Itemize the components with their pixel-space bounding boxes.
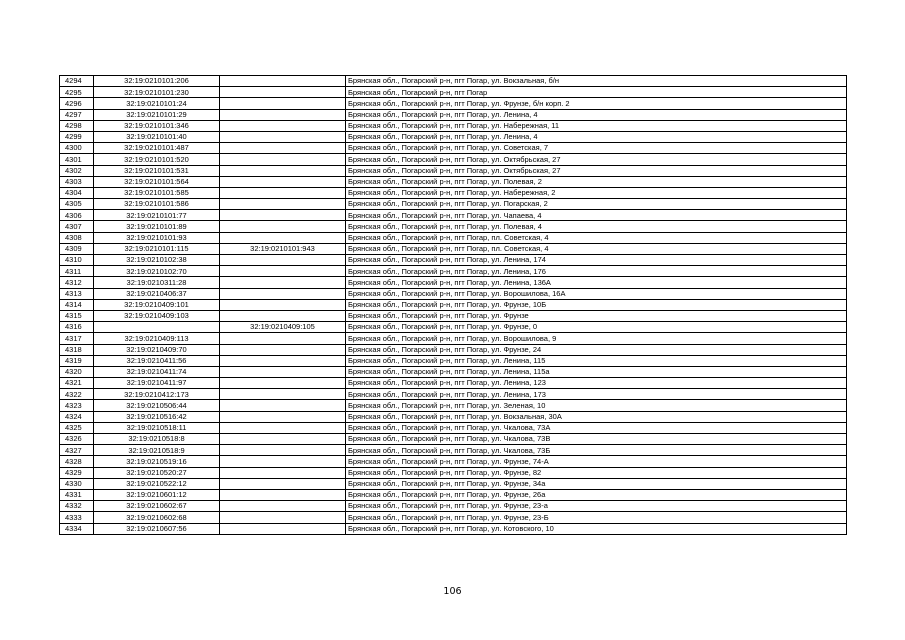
- row-number-cell: 4331: [60, 489, 94, 500]
- related-cadastral-number-cell: [220, 120, 346, 131]
- row-number-cell: 4330: [60, 478, 94, 489]
- related-cadastral-number-cell: [220, 131, 346, 142]
- registry-table-body: [60, 76, 847, 535]
- related-cadastral-number-cell: [220, 366, 346, 377]
- row-number-cell: 4313: [60, 288, 94, 299]
- related-cadastral-number-cell: [220, 210, 346, 221]
- cadastral-number-cell: 32:19:0210411:56: [94, 355, 220, 366]
- cadastral-number-cell: 32:19:0210409:103: [94, 310, 220, 321]
- address-cell: Брянская обл., Погарский р-н, пгт Погар, ул. Ленина, 115: [346, 355, 847, 366]
- row-number-cell: 4297: [60, 109, 94, 120]
- row-number-cell: 4333: [60, 512, 94, 523]
- related-cadastral-number-cell: [220, 176, 346, 187]
- table-row: [60, 389, 847, 400]
- cadastral-number-cell: 32:19:0210101:24: [94, 98, 220, 109]
- cadastral-number-cell: 32:19:0210411:97: [94, 378, 220, 389]
- cadastral-number-cell: 32:19:0210101:40: [94, 131, 220, 142]
- cadastral-number-cell: 32:19:0210519:16: [94, 456, 220, 467]
- related-cadastral-number-cell: [220, 344, 346, 355]
- address-cell: Брянская обл., Погарский р-н, пгт Погар, ул. Ленина, 174: [346, 255, 847, 266]
- address-cell: Брянская обл., Погарский р-н, пгт Погар, ул. Чкалова, 73Б: [346, 445, 847, 456]
- address-cell: Брянская обл., Погарский р-н, пгт Погар, ул. Фрунзе, 23-а: [346, 501, 847, 512]
- address-cell: Брянская обл., Погарский р-н, пгт Погар, ул. Ленина, 136А: [346, 277, 847, 288]
- related-cadastral-number-cell: [220, 355, 346, 366]
- table-row: [60, 131, 847, 142]
- address-cell: Брянская обл., Погарский р-н, пгт Погар, ул. Ленина, 176: [346, 266, 847, 277]
- address-cell: Брянская обл., Погарский р-н, пгт Погар, ул. Фрунзе, 0: [346, 322, 847, 333]
- address-cell: Брянская обл., Погарский р-н, пгт Погар, ул. Вокзальная, 30А: [346, 411, 847, 422]
- row-number-cell: 4317: [60, 333, 94, 344]
- cadastral-number-cell: 32:19:0210520:27: [94, 467, 220, 478]
- cadastral-number-cell: 32:19:0210101:77: [94, 210, 220, 221]
- table-row: [60, 456, 847, 467]
- row-number-cell: 4324: [60, 411, 94, 422]
- row-number-cell: 4304: [60, 187, 94, 198]
- table-row: [60, 232, 847, 243]
- address-cell: Брянская обл., Погарский р-н, пгт Погар, ул. Ворошилова, 16А: [346, 288, 847, 299]
- table-row: [60, 422, 847, 433]
- address-cell: Брянская обл., Погарский р-н, пгт Погар, ул. Фрунзе, б/н корп. 2: [346, 98, 847, 109]
- related-cadastral-number-cell: [220, 98, 346, 109]
- table-row: [60, 523, 847, 534]
- row-number-cell: 4302: [60, 165, 94, 176]
- table-row: [60, 489, 847, 500]
- row-number-cell: 4321: [60, 378, 94, 389]
- table-row: [60, 378, 847, 389]
- cadastral-number-cell: 32:19:0210518:8: [94, 434, 220, 445]
- cadastral-number-cell: 32:19:0210409:101: [94, 299, 220, 310]
- row-number-cell: 4311: [60, 266, 94, 277]
- address-cell: Брянская обл., Погарский р-н, пгт Погар, ул. Фрунзе: [346, 310, 847, 321]
- related-cadastral-number-cell: [220, 434, 346, 445]
- address-cell: Брянская обл., Погарский р-н, пгт Погар, ул. Фрунзе, 26а: [346, 489, 847, 500]
- row-number-cell: 4328: [60, 456, 94, 467]
- row-number-cell: 4316: [60, 322, 94, 333]
- address-cell: Брянская обл., Погарский р-н, пгт Погар, пл. Советская, 4: [346, 232, 847, 243]
- row-number-cell: 4296: [60, 98, 94, 109]
- row-number-cell: 4332: [60, 501, 94, 512]
- cadastral-number-cell: 32:19:0210518:9: [94, 445, 220, 456]
- cadastral-number-cell: 32:19:0210518:11: [94, 422, 220, 433]
- table-row: [60, 221, 847, 232]
- related-cadastral-number-cell: [220, 489, 346, 500]
- address-cell: Брянская обл., Погарский р-н, пгт Погар, ул. Полевая, 2: [346, 176, 847, 187]
- row-number-cell: 4306: [60, 210, 94, 221]
- table-row: [60, 366, 847, 377]
- table-row: [60, 210, 847, 221]
- address-cell: Брянская обл., Погарский р-н, пгт Погар, ул. Зеленая, 10: [346, 400, 847, 411]
- address-cell: Брянская обл., Погарский р-н, пгт Погар, ул. Погарская, 2: [346, 199, 847, 210]
- address-cell: Брянская обл., Погарский р-н, пгт Погар, ул. Чкалова, 73В: [346, 434, 847, 445]
- related-cadastral-number-cell: 32:19:0210101:943: [220, 243, 346, 254]
- cadastral-number-cell: 32:19:0210311:28: [94, 277, 220, 288]
- row-number-cell: 4309: [60, 243, 94, 254]
- row-number-cell: 4323: [60, 400, 94, 411]
- row-number-cell: 4303: [60, 176, 94, 187]
- related-cadastral-number-cell: [220, 299, 346, 310]
- address-cell: Брянская обл., Погарский р-н, пгт Погар, ул. Набережная, 2: [346, 187, 847, 198]
- table-row: [60, 445, 847, 456]
- row-number-cell: 4300: [60, 143, 94, 154]
- cadastral-number-cell: 32:19:0210506:44: [94, 400, 220, 411]
- row-number-cell: 4322: [60, 389, 94, 400]
- related-cadastral-number-cell: [220, 187, 346, 198]
- table-row: [60, 434, 847, 445]
- row-number-cell: 4301: [60, 154, 94, 165]
- related-cadastral-number-cell: [220, 255, 346, 266]
- cadastral-number-cell: 32:19:0210101:585: [94, 187, 220, 198]
- table-row: [60, 310, 847, 321]
- address-cell: Брянская обл., Погарский р-н, пгт Погар, ул. Чкалова, 73А: [346, 422, 847, 433]
- related-cadastral-number-cell: [220, 221, 346, 232]
- address-cell: Брянская обл., Погарский р-н, пгт Погар, ул. Фрунзе, 74-А: [346, 456, 847, 467]
- cadastral-number-cell: 32:19:0210101:564: [94, 176, 220, 187]
- address-cell: Брянская обл., Погарский р-н, пгт Погар, ул. Ленина, 4: [346, 131, 847, 142]
- address-cell: Брянская обл., Погарский р-н, пгт Погар, ул. Фрунзе, 24: [346, 344, 847, 355]
- row-number-cell: 4329: [60, 467, 94, 478]
- table-row: [60, 512, 847, 523]
- table-row: [60, 76, 847, 87]
- table-row: [60, 333, 847, 344]
- row-number-cell: 4295: [60, 87, 94, 98]
- table-row: [60, 109, 847, 120]
- cadastral-number-cell: 32:19:0210522:12: [94, 478, 220, 489]
- cadastral-number-cell: 32:19:0210516:42: [94, 411, 220, 422]
- cadastral-number-cell: [94, 322, 220, 333]
- table-row: [60, 199, 847, 210]
- table-row: [60, 266, 847, 277]
- related-cadastral-number-cell: [220, 378, 346, 389]
- cadastral-number-cell: 32:19:0210101:520: [94, 154, 220, 165]
- table-row: [60, 243, 847, 254]
- table-row: [60, 165, 847, 176]
- address-cell: Брянская обл., Погарский р-н, пгт Погар, ул. Советская, 7: [346, 143, 847, 154]
- table-row: [60, 187, 847, 198]
- cadastral-number-cell: 32:19:0210101:487: [94, 143, 220, 154]
- row-number-cell: 4315: [60, 310, 94, 321]
- table-row: [60, 288, 847, 299]
- address-cell: Брянская обл., Погарский р-н, пгт Погар, ул. Ленина, 4: [346, 109, 847, 120]
- related-cadastral-number-cell: [220, 467, 346, 478]
- related-cadastral-number-cell: [220, 478, 346, 489]
- table-row: [60, 467, 847, 478]
- cadastral-number-cell: 32:19:0210601:12: [94, 489, 220, 500]
- table-row: [60, 143, 847, 154]
- related-cadastral-number-cell: [220, 87, 346, 98]
- related-cadastral-number-cell: [220, 333, 346, 344]
- related-cadastral-number-cell: [220, 199, 346, 210]
- address-cell: Брянская обл., Погарский р-н, пгт Погар, ул. Фрунзе, 10Б: [346, 299, 847, 310]
- row-number-cell: 4319: [60, 355, 94, 366]
- cadastral-number-cell: 32:19:0210607:56: [94, 523, 220, 534]
- cadastral-number-cell: 32:19:0210602:68: [94, 512, 220, 523]
- address-cell: Брянская обл., Погарский р-н, пгт Погар, ул. Октябрьская, 27: [346, 165, 847, 176]
- table-row: [60, 501, 847, 512]
- table-row: [60, 355, 847, 366]
- address-cell: Брянская обл., Погарский р-н, пгт Погар, ул. Ворошилова, 9: [346, 333, 847, 344]
- related-cadastral-number-cell: [220, 523, 346, 534]
- row-number-cell: 4320: [60, 366, 94, 377]
- cadastral-number-cell: 32:19:0210101:531: [94, 165, 220, 176]
- address-cell: Брянская обл., Погарский р-н, пгт Погар, ул. Ленина, 115а: [346, 366, 847, 377]
- cadastral-number-cell: 32:19:0210101:206: [94, 76, 220, 87]
- cadastral-number-cell: 32:19:0210102:38: [94, 255, 220, 266]
- table-row: [60, 411, 847, 422]
- property-registry-table: [59, 75, 847, 535]
- cadastral-number-cell: 32:19:0210101:89: [94, 221, 220, 232]
- related-cadastral-number-cell: [220, 411, 346, 422]
- address-cell: Брянская обл., Погарский р-н, пгт Погар, ул. Ленина, 123: [346, 378, 847, 389]
- table-row: [60, 154, 847, 165]
- cadastral-number-cell: 32:19:0210409:113: [94, 333, 220, 344]
- related-cadastral-number-cell: [220, 277, 346, 288]
- table-row: [60, 255, 847, 266]
- related-cadastral-number-cell: [220, 456, 346, 467]
- cadastral-number-cell: 32:19:0210101:93: [94, 232, 220, 243]
- address-cell: Брянская обл., Погарский р-н, пгт Погар, пл. Советская, 4: [346, 243, 847, 254]
- address-cell: Брянская обл., Погарский р-н, пгт Погар, ул. Вокзальная, б/н: [346, 76, 847, 87]
- row-number-cell: 4318: [60, 344, 94, 355]
- row-number-cell: 4305: [60, 199, 94, 210]
- row-number-cell: 4308: [60, 232, 94, 243]
- table-row: [60, 277, 847, 288]
- table-row: [60, 120, 847, 131]
- related-cadastral-number-cell: [220, 232, 346, 243]
- cadastral-number-cell: 32:19:0210101:115: [94, 243, 220, 254]
- row-number-cell: 4325: [60, 422, 94, 433]
- page-number: 106: [443, 586, 462, 597]
- address-cell: Брянская обл., Погарский р-н, пгт Погар, ул. Чапаева, 4: [346, 210, 847, 221]
- row-number-cell: 4307: [60, 221, 94, 232]
- row-number-cell: 4298: [60, 120, 94, 131]
- table-row: [60, 176, 847, 187]
- address-cell: Брянская обл., Погарский р-н, пгт Погар, ул. Фрунзе, 34а: [346, 478, 847, 489]
- table-row: [60, 299, 847, 310]
- related-cadastral-number-cell: [220, 389, 346, 400]
- related-cadastral-number-cell: [220, 165, 346, 176]
- address-cell: Брянская обл., Погарский р-н, пгт Погар, ул. Ленина, 173: [346, 389, 847, 400]
- related-cadastral-number-cell: [220, 400, 346, 411]
- cadastral-number-cell: 32:19:0210101:346: [94, 120, 220, 131]
- address-cell: Брянская обл., Погарский р-н, пгт Погар, ул. Полевая, 4: [346, 221, 847, 232]
- cadastral-number-cell: 32:19:0210411:74: [94, 366, 220, 377]
- related-cadastral-number-cell: [220, 266, 346, 277]
- related-cadastral-number-cell: [220, 76, 346, 87]
- cadastral-number-cell: 32:19:0210102:70: [94, 266, 220, 277]
- table-row: [60, 344, 847, 355]
- table-row: [60, 322, 847, 333]
- address-cell: Брянская обл., Погарский р-н, пгт Погар, ул. Фрунзе, 82: [346, 467, 847, 478]
- address-cell: Брянская обл., Погарский р-н, пгт Погар, ул. Набережная, 11: [346, 120, 847, 131]
- related-cadastral-number-cell: [220, 288, 346, 299]
- related-cadastral-number-cell: [220, 154, 346, 165]
- table-row: [60, 98, 847, 109]
- row-number-cell: 4334: [60, 523, 94, 534]
- cadastral-number-cell: 32:19:0210409:70: [94, 344, 220, 355]
- address-cell: Брянская обл., Погарский р-н, пгт Погар: [346, 87, 847, 98]
- cadastral-number-cell: 32:19:0210101:586: [94, 199, 220, 210]
- related-cadastral-number-cell: [220, 512, 346, 523]
- cadastral-number-cell: 32:19:0210602:67: [94, 501, 220, 512]
- row-number-cell: 4327: [60, 445, 94, 456]
- cadastral-number-cell: 32:19:0210406:37: [94, 288, 220, 299]
- row-number-cell: 4310: [60, 255, 94, 266]
- cadastral-number-cell: 32:19:0210101:29: [94, 109, 220, 120]
- table-row: [60, 87, 847, 98]
- cadastral-number-cell: 32:19:0210412:173: [94, 389, 220, 400]
- related-cadastral-number-cell: [220, 445, 346, 456]
- related-cadastral-number-cell: [220, 143, 346, 154]
- row-number-cell: 4326: [60, 434, 94, 445]
- row-number-cell: 4314: [60, 299, 94, 310]
- address-cell: Брянская обл., Погарский р-н, пгт Погар, ул. Фрунзе, 23-Б: [346, 512, 847, 523]
- row-number-cell: 4299: [60, 131, 94, 142]
- address-cell: Брянская обл., Погарский р-н, пгт Погар, ул. Котовского, 10: [346, 523, 847, 534]
- table-row: [60, 400, 847, 411]
- related-cadastral-number-cell: 32:19:0210409:105: [220, 322, 346, 333]
- address-cell: Брянская обл., Погарский р-н, пгт Погар, ул. Октябрьская, 27: [346, 154, 847, 165]
- cadastral-number-cell: 32:19:0210101:230: [94, 87, 220, 98]
- related-cadastral-number-cell: [220, 310, 346, 321]
- row-number-cell: 4294: [60, 76, 94, 87]
- related-cadastral-number-cell: [220, 422, 346, 433]
- table-row: [60, 478, 847, 489]
- related-cadastral-number-cell: [220, 109, 346, 120]
- row-number-cell: 4312: [60, 277, 94, 288]
- related-cadastral-number-cell: [220, 501, 346, 512]
